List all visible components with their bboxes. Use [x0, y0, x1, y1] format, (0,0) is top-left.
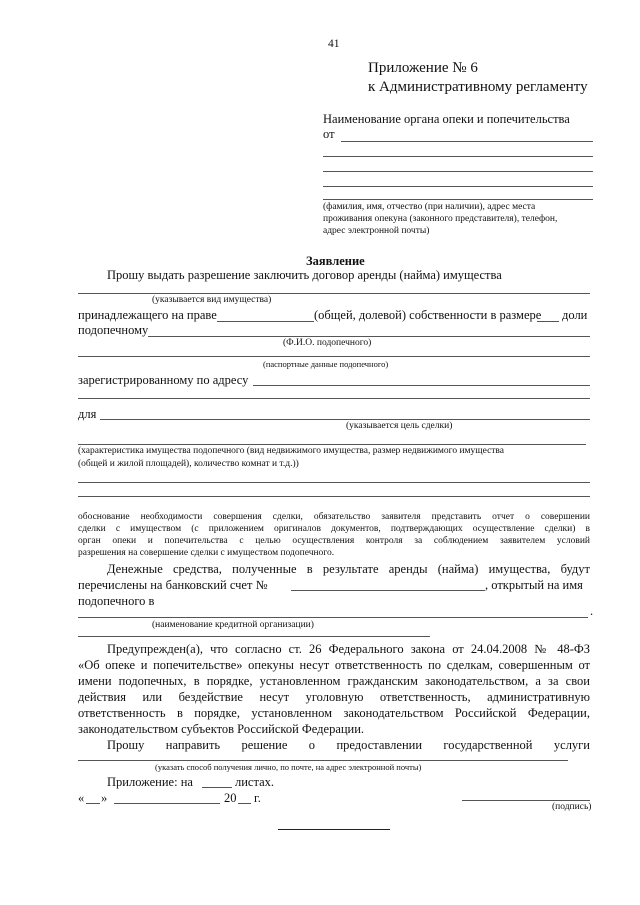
- ward-hint: (Ф.И.О. подопечного): [283, 338, 372, 348]
- date-year-suffix: г.: [254, 791, 261, 805]
- warning-line-5: ответственность в порядке, установленном законодательством Российской Федерации,: [78, 706, 590, 720]
- account-number-line: [291, 590, 485, 591]
- justification-line-1: обоснование необходимости совершения сделки, обязательство заявителя представить отчет о совершении: [78, 512, 590, 522]
- address-line-2: [78, 398, 590, 399]
- date-close-quote: »: [101, 791, 108, 805]
- justification-line-4: разрешения на совершение сделки с имуществом подопечного.: [78, 548, 335, 558]
- characteristic-hint-2: (общей и жилой площадей), количество комнат и т.д.)): [78, 459, 299, 469]
- date-month-line: [114, 803, 220, 804]
- for-label: для: [78, 407, 97, 421]
- date-day-line: [86, 803, 100, 804]
- bank-dot: .: [590, 604, 594, 618]
- characteristic-line: [78, 444, 586, 445]
- send-request: Прошу направить решение о предоставлении государственной услуги: [107, 738, 590, 752]
- share-label: доли: [562, 308, 588, 322]
- passport-hint: (паспортные данные подопечного): [263, 359, 389, 369]
- bank-hint: (наименование кредитной организации): [152, 620, 314, 630]
- purpose-line: [100, 419, 590, 420]
- bank-line-2: [78, 636, 430, 637]
- date-open-quote: «: [78, 791, 85, 805]
- applicant-line-4: [323, 199, 593, 200]
- funds-bank-label: подопечного в: [78, 594, 155, 608]
- applicant-hint-3: адрес электронной почты): [323, 226, 430, 236]
- justification-line-3: орган опеки и попечительства с целью осуществления контроля за соблюдением заявителем условий: [78, 536, 590, 546]
- applicant-line-3: [323, 186, 593, 187]
- share-line: [537, 321, 559, 322]
- applicant-line-1: [323, 156, 593, 157]
- send-hint: (указать способ получения лично, по почте, на адрес электронной почты): [155, 762, 422, 772]
- owner-label: принадлежащего на праве: [78, 308, 217, 322]
- ownership-type-line: [217, 321, 314, 322]
- ward-name-line: [148, 336, 590, 337]
- address-line-1: [253, 385, 590, 386]
- from-label: от: [323, 127, 335, 141]
- date-year-line: [238, 803, 251, 804]
- applicant-hint-2: проживания опекуна (законного представителя), телефон,: [323, 214, 558, 224]
- property-line: [78, 293, 590, 294]
- org-label: Наименование органа опеки и попечительства: [323, 112, 570, 126]
- warning-line-6: законодательством субъектов Российской Федерации.: [78, 722, 365, 736]
- attachment-suffix: листах.: [235, 775, 275, 789]
- warning-line-4: действия или бездействие несут уголовную ответственность, административную: [78, 690, 590, 704]
- property-hint: (указывается вид имущества): [152, 295, 272, 305]
- funds-line-1: Денежные средства, полученные в результате аренды (найма) имущества, будут: [107, 562, 590, 576]
- purpose-hint: (указывается цель сделки): [346, 421, 453, 431]
- appendix-title: Приложение № 6: [368, 60, 478, 76]
- funds-account-suffix: , открытый на имя: [485, 578, 583, 592]
- registered-label: зарегистрированному по адресу: [78, 373, 249, 387]
- request-line: Прошу выдать разрешение заключить договор аренды (найма) имущества: [107, 268, 502, 282]
- signature-hint: (подпись): [552, 802, 592, 812]
- warning-line-1: Предупрежден(а), что согласно ст. 26 Федерального закона от 24.04.2008 № 48-ФЗ: [107, 642, 590, 656]
- from-line: [341, 141, 593, 142]
- ward-label: подопечному: [78, 323, 149, 337]
- attachment-label: Приложение: на: [107, 775, 193, 789]
- justification-line-2: сделки с имуществом (с приложением оригиналов документов, подтверждающих осуществление сделки) в: [78, 524, 590, 534]
- applicant-line-2: [323, 171, 593, 172]
- signature-line: [462, 800, 590, 801]
- ownership-label: (общей, долевой) собственности в размере: [314, 308, 542, 322]
- bottom-separator: [278, 829, 390, 830]
- date-year-prefix: 20: [224, 791, 237, 805]
- applicant-hint-1: (фамилия, имя, отчество (при наличии), адрес места: [323, 202, 536, 212]
- page-number: 41: [328, 38, 340, 50]
- bank-line: [78, 617, 588, 618]
- document-title: Заявление: [306, 254, 365, 268]
- attachment-count-line: [202, 787, 232, 788]
- characteristic-hint-1: (характеристика имущества подопечного (вид недвижимого имущества, размер недвижимого имущества: [78, 446, 505, 456]
- characteristic-line-2: [78, 482, 590, 483]
- warning-line-2: «Об опеке и попечительстве» опекуны несут ответственность по сделкам, совершенным от: [78, 658, 590, 672]
- characteristic-line-3: [78, 496, 590, 497]
- warning-line-3: имени подопечных, в порядке, установленном гражданским законодательством, а за свои: [78, 674, 590, 688]
- passport-line: [78, 356, 590, 357]
- send-method-line: [78, 760, 568, 761]
- appendix-subtitle: к Административному регламенту: [368, 79, 588, 95]
- funds-account-label: перечислены на банковский счет №: [78, 578, 268, 592]
